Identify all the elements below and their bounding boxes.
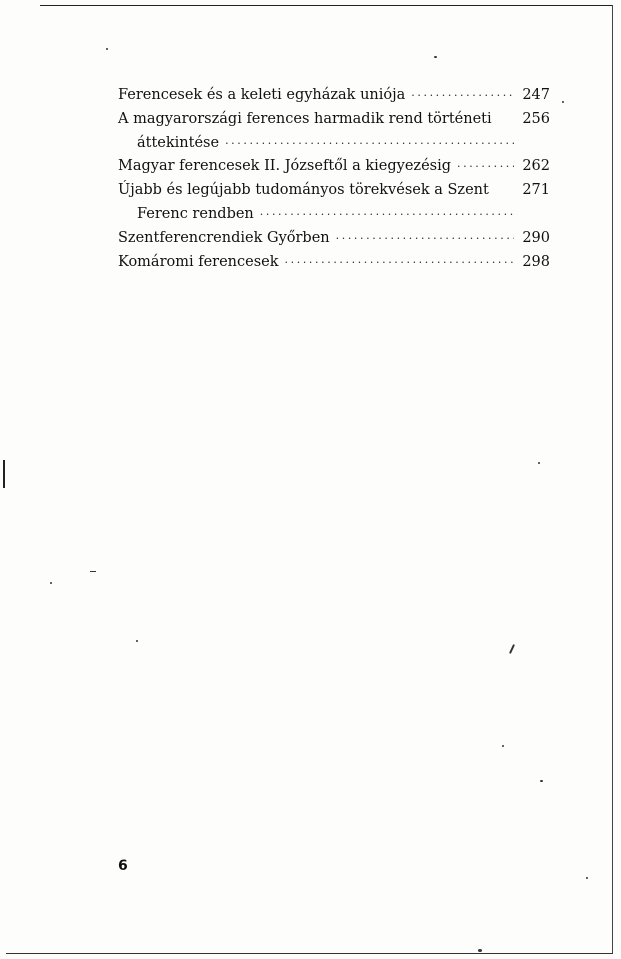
scan-speck bbox=[540, 780, 543, 782]
toc-entry-title: Ferencesek és a keleti egyházak uniója bbox=[118, 87, 406, 103]
toc-entry bbox=[118, 179, 550, 227]
dot-leader bbox=[457, 155, 514, 179]
dot-leader bbox=[336, 227, 514, 251]
page-edge-left bbox=[3, 460, 5, 488]
scan-speck bbox=[136, 640, 138, 642]
scan-speck bbox=[106, 48, 108, 50]
toc-entry bbox=[118, 155, 550, 179]
scan-speck bbox=[90, 571, 96, 572]
scan-speck bbox=[502, 745, 504, 747]
scan-speck bbox=[478, 949, 482, 952]
toc-entry-title: Komáromi ferencesek bbox=[118, 253, 279, 270]
scan-speck bbox=[434, 56, 437, 58]
dot-leader bbox=[285, 251, 514, 275]
toc-entry bbox=[118, 84, 550, 108]
toc-entry bbox=[118, 227, 550, 251]
scan-speck bbox=[538, 462, 540, 464]
toc-entry-title: Szentferencrendiek Győrben bbox=[118, 229, 330, 246]
scan-speck bbox=[586, 877, 588, 879]
toc-entry-page: 271 bbox=[522, 182, 550, 199]
dot-leader bbox=[225, 132, 514, 156]
scan-speck bbox=[562, 101, 564, 103]
toc-entry-title: Magyar ferencesek II. Józseftől a kiegyezésig bbox=[118, 158, 452, 175]
dot-leader bbox=[260, 203, 514, 227]
toc-entry bbox=[118, 108, 550, 156]
page-edge-right bbox=[612, 5, 613, 954]
toc-entry-title-continued: áttekintése bbox=[137, 134, 220, 151]
toc-entry-title: A magyarországi ferences harmadik rend történeti bbox=[118, 110, 492, 127]
dot-leader bbox=[411, 84, 514, 108]
page-edge-top bbox=[40, 5, 613, 6]
toc-entry-page: 256 bbox=[522, 110, 550, 127]
scan-speck bbox=[509, 644, 515, 654]
toc-entry-page: 247 bbox=[522, 87, 550, 103]
toc-entry-page: 298 bbox=[522, 253, 550, 270]
table-of-contents bbox=[118, 84, 550, 274]
toc-entry bbox=[118, 251, 550, 275]
toc-entry-page: 262 bbox=[522, 158, 550, 175]
page-number: 6 bbox=[118, 858, 128, 874]
toc-entry-title-continued: Ferenc rendben bbox=[137, 205, 254, 222]
toc-entry-title: Újabb és legújabb tudományos törekvések a Szent bbox=[118, 182, 489, 199]
toc-entry-page: 290 bbox=[522, 229, 550, 246]
page-edge-bottom bbox=[6, 953, 613, 954]
scan-speck bbox=[50, 582, 52, 584]
